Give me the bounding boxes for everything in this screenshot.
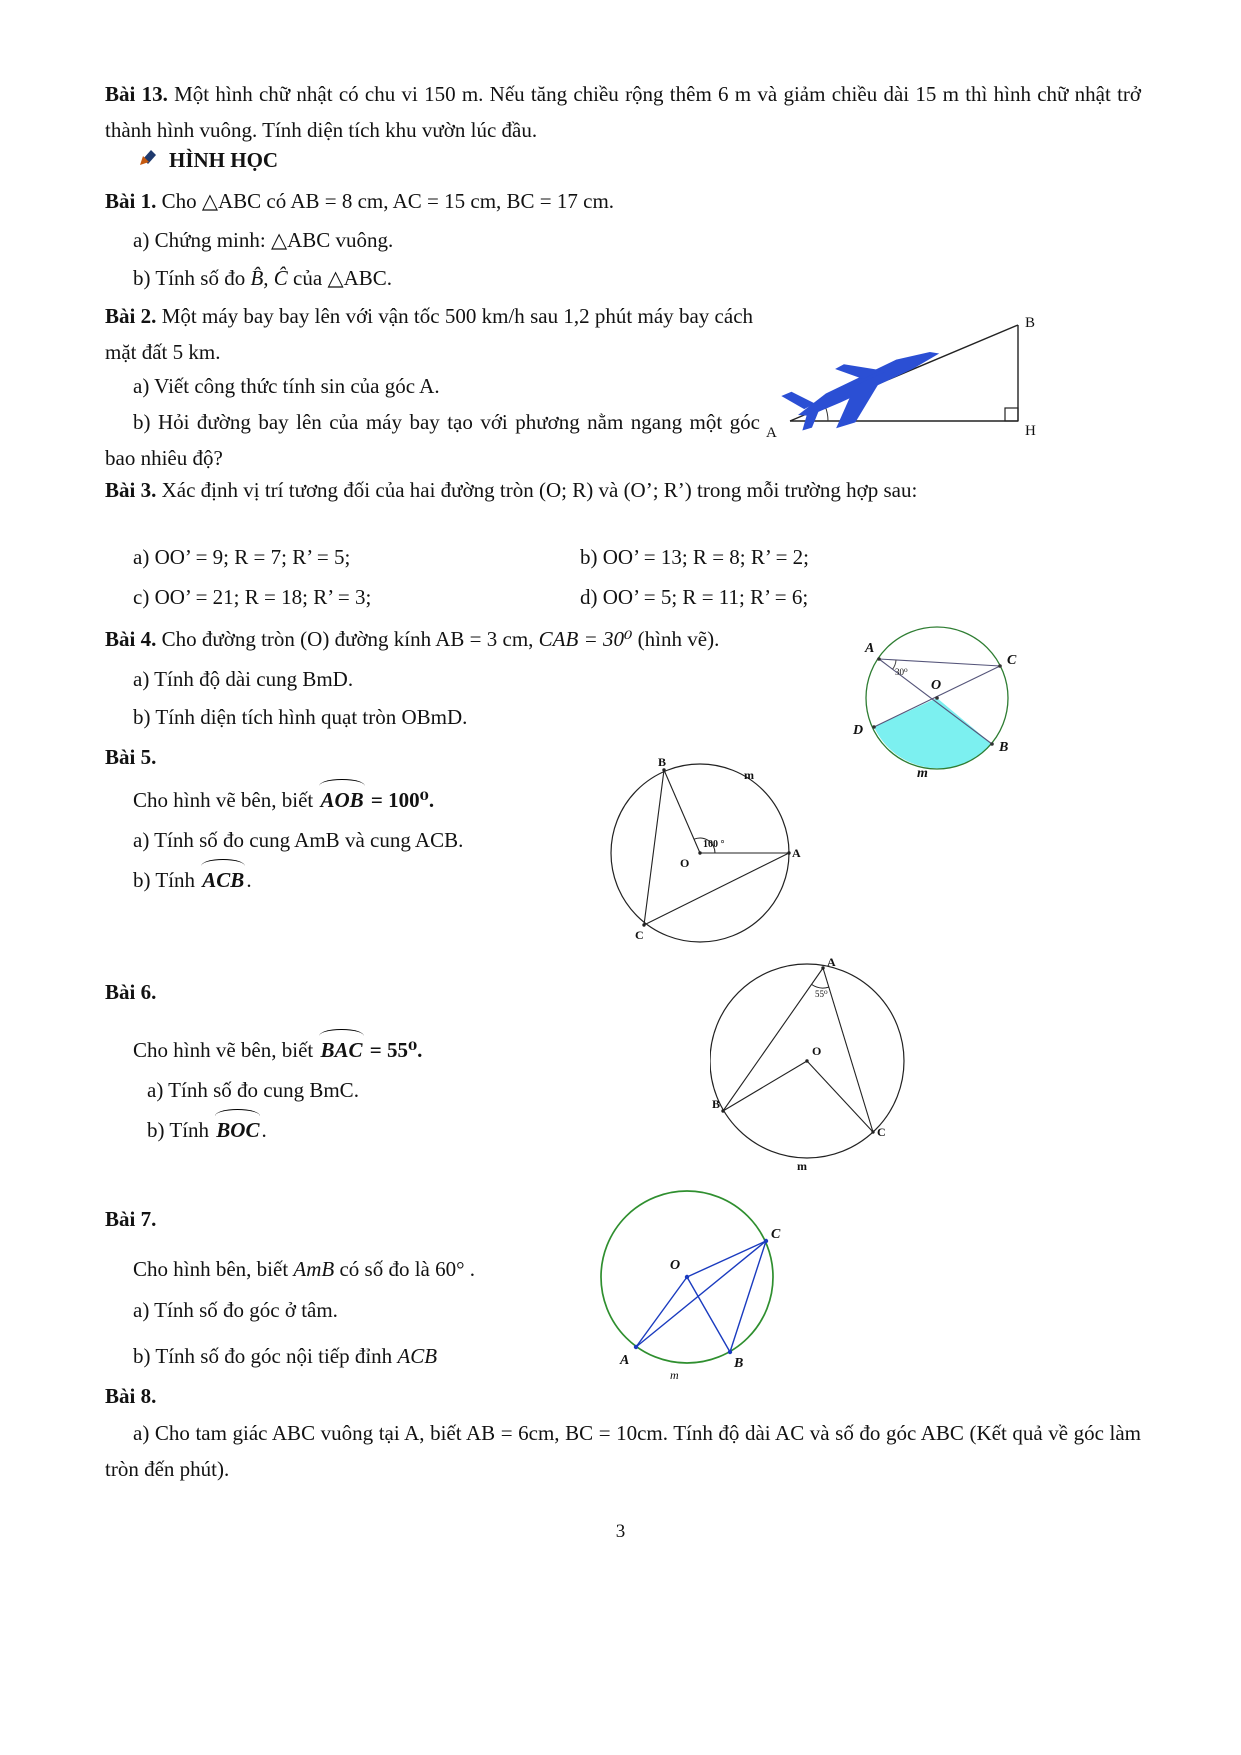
arc-label-m: m	[670, 1368, 679, 1382]
problem-4-post: (hình vẽ).	[632, 627, 720, 651]
point-B	[721, 1109, 724, 1112]
chord-CA	[644, 853, 789, 925]
problem-3-part-c: c) OO’ = 21; R = 18; R’ = 3;	[133, 585, 372, 609]
point-label-O: O	[680, 856, 690, 870]
problem-7-intro-mid: có số đo là	[334, 1257, 436, 1281]
point-A	[877, 657, 881, 661]
problem-1-text: Cho △ABC có AB = 8 cm, AC = 15 cm, BC = 17 cm.	[161, 189, 615, 213]
problem-13-label: Bài 13.	[105, 82, 168, 106]
point-A	[787, 851, 790, 854]
point-label-O: O	[931, 678, 942, 693]
problem-6-label	[105, 975, 156, 1009]
problem-7-intro	[133, 1252, 475, 1286]
problem-8-part-a: a) Cho tam giác ABC vuông tại A, biết AB = 6cm, BC = 10cm. Tính độ dài AC và số đo góc ABC (Kết quả về góc làm tròn đến phút).	[105, 1421, 1141, 1481]
problem-6-label-text: Bài 6.	[105, 980, 157, 1004]
angle-label: 55⁰	[815, 989, 828, 999]
problem-7-math-ACB: ACB	[397, 1344, 438, 1368]
radius-OB	[723, 1061, 807, 1111]
point-O	[805, 1059, 808, 1062]
point-O	[935, 696, 939, 700]
arc-label-m: m	[797, 1159, 807, 1173]
problem-4-math: CAB = 30⁰	[538, 627, 633, 651]
problem-6-eq: = 55⁰.	[364, 1038, 423, 1062]
point-label-D: D	[853, 723, 864, 738]
problem-1-part-b-pre: b) Tính số đo	[133, 266, 251, 290]
problem-6-intro	[133, 1033, 422, 1067]
radius-OB	[664, 770, 700, 853]
problem-7-label	[105, 1202, 156, 1236]
airplane-figure	[742, 303, 1044, 445]
section-bullet-icon	[138, 147, 159, 173]
problem-1-part-b	[133, 261, 392, 295]
problem-5-part-b-dot: .	[246, 868, 252, 892]
point-B	[990, 742, 994, 746]
problem-6-part-a: a) Tính số đo cung BmC.	[147, 1078, 359, 1102]
problem-6-part-b-dot: .	[261, 1118, 267, 1142]
problem-3-text: Xác định vị trí tương đối của hai đường tròn (O; R) và (O’; R’) trong mỗi trường hợp sau:	[161, 478, 918, 502]
problem-8-label-text: Bài 8.	[105, 1384, 157, 1408]
point-label-B: B	[658, 755, 667, 769]
point-O	[698, 851, 701, 854]
problem-1-label: Bài 1.	[105, 189, 157, 213]
point-label-A: A	[827, 956, 836, 969]
point-A	[821, 966, 824, 969]
problem-4-part-b: b) Tính diện tích hình quạt tròn OBmD.	[133, 705, 468, 729]
problem-5-arc-AOB: AOB	[318, 783, 365, 817]
problem-6-part-b-pre: b) Tính	[147, 1118, 215, 1142]
problem-7-part-b	[133, 1339, 437, 1373]
problem-2-part-a: a) Viết công thức tính sin của góc A.	[133, 374, 440, 398]
point-label-C: C	[771, 1227, 781, 1242]
problem-4-label: Bài 4.	[105, 627, 157, 651]
arc-label-m: m	[744, 768, 754, 782]
point-B	[728, 1350, 732, 1354]
chord-AC	[823, 968, 873, 1132]
segment-OC	[687, 1241, 766, 1277]
problem-2-text: Một máy bay bay lên với vận tốc 500 km/h sau 1,2 phút máy bay cách mặt đất 5 km.	[105, 304, 754, 364]
problem-5-arc-ACB: ACB	[200, 863, 246, 897]
point-label-B: B	[712, 1097, 721, 1111]
problem-4	[105, 622, 719, 656]
problem-5-intro	[133, 783, 434, 817]
problem-3-part-a: a) OO’ = 9; R = 7; R’ = 5;	[133, 545, 351, 569]
circle-figure-problem-4	[843, 617, 1023, 785]
problem-5-eq: = 100⁰.	[365, 788, 435, 812]
point-label-A: A	[620, 1353, 630, 1368]
problem-7-label-text: Bài 7.	[105, 1207, 157, 1231]
problem-5-label	[105, 740, 156, 774]
angle-label: 100 °	[703, 839, 725, 850]
problem-2-part-b: b) Hỏi đường bay lên của máy bay tạo với phương nằm ngang một góc bao nhiêu độ?	[105, 410, 760, 470]
point-label-O: O	[670, 1258, 681, 1273]
point-label-A: A	[792, 846, 801, 860]
problem-8-label	[105, 1379, 156, 1413]
circle-figure-problem-5	[608, 755, 803, 950]
point-label-C: C	[877, 1125, 886, 1139]
problem-5-intro-pre: Cho hình vẽ bên, biết	[133, 788, 319, 812]
point-C	[764, 1239, 768, 1243]
problem-7-intro-pre: Cho hình bên, biết	[133, 1257, 294, 1281]
problem-7-part-a: a) Tính số đo góc ở tâm.	[133, 1298, 338, 1322]
point-A	[634, 1345, 638, 1349]
chord-CB	[730, 1241, 766, 1352]
problem-3	[105, 472, 1141, 508]
problem-7-intro-end: .	[464, 1257, 476, 1281]
section-heading	[138, 147, 278, 173]
problem-6-arc-BOC: BOC	[214, 1113, 261, 1147]
problem-1-part-a: a) Chứng minh: △ABC vuông.	[133, 228, 394, 252]
point-O	[685, 1275, 689, 1279]
problem-7-degree: 60°	[435, 1257, 465, 1281]
point-label-C: C	[635, 928, 644, 942]
right-angle-mark	[1005, 408, 1018, 421]
problem-13-text: Một hình chữ nhật có chu vi 150 m. Nếu tăng chiều rộng thêm 6 m và giảm chiều dài 15 m thì hình chữ nhật trở thành hình vuông. Tính diện tích khu vườn lúc đầu.	[105, 82, 1142, 142]
chord-CA	[636, 1241, 766, 1347]
point-D	[872, 725, 876, 729]
point-C	[871, 1130, 874, 1133]
section-title: HÌNH HỌC	[169, 147, 279, 172]
point-label-O: O	[812, 1044, 822, 1058]
chord-AC	[879, 659, 1000, 666]
problem-6-part-b	[147, 1113, 267, 1147]
problem-13	[105, 76, 1141, 148]
chord-AB	[723, 968, 823, 1111]
point-label-C: C	[1007, 653, 1017, 668]
problem-5-part-a: a) Tính số đo cung AmB và cung ACB.	[133, 828, 464, 852]
radius-OC	[807, 1061, 873, 1132]
circle-figure-problem-7	[594, 1180, 789, 1385]
problem-6-arc-BAC: BAC	[318, 1033, 364, 1067]
problem-1-part-b-math: B̂, Ĉ	[250, 266, 288, 290]
problem-3-label: Bài 3.	[105, 478, 157, 502]
problem-2	[105, 298, 753, 370]
problem-7-part-b-pre: b) Tính số đo góc nội tiếp đỉnh	[133, 1344, 398, 1368]
page-number: 3	[615, 1521, 626, 1542]
angle-arc	[812, 984, 829, 988]
problem-6-intro-pre: Cho hình vẽ bên, biết	[133, 1038, 319, 1062]
angle-label: 30⁰	[895, 667, 908, 677]
airplane-icon	[779, 329, 951, 445]
point-label-H: H	[1025, 423, 1036, 439]
problem-2-label: Bài 2.	[105, 304, 157, 328]
problem-4-pre: Cho đường tròn (O) đường kính AB = 3 cm,	[161, 627, 539, 651]
problem-3-part-b: b) OO’ = 13; R = 8; R’ = 2;	[580, 545, 809, 569]
problem-1	[105, 184, 614, 218]
circle-figure-problem-6	[710, 956, 910, 1174]
chord-BC	[644, 770, 664, 925]
problem-3-part-d: d) OO’ = 5; R = 11; R’ = 6;	[580, 585, 809, 609]
point-label-B: B	[734, 1356, 744, 1371]
problem-4-part-a: a) Tính độ dài cung BmD.	[133, 667, 354, 691]
problem-5-part-b-pre: b) Tính	[133, 868, 201, 892]
point-C	[642, 923, 645, 926]
arc-label-m: m	[917, 766, 928, 781]
point-C	[998, 664, 1002, 668]
point-label-B: B	[1025, 315, 1036, 331]
problem-5-part-b	[133, 863, 252, 897]
point-label-B: B	[999, 740, 1009, 755]
problem-1-part-b-post: của △ABC.	[287, 266, 393, 290]
point-label-A: A	[865, 641, 875, 656]
problem-7-math-AmB: AmB	[293, 1257, 335, 1281]
problem-5-label-text: Bài 5.	[105, 745, 157, 769]
point-label-A: A	[766, 425, 777, 441]
